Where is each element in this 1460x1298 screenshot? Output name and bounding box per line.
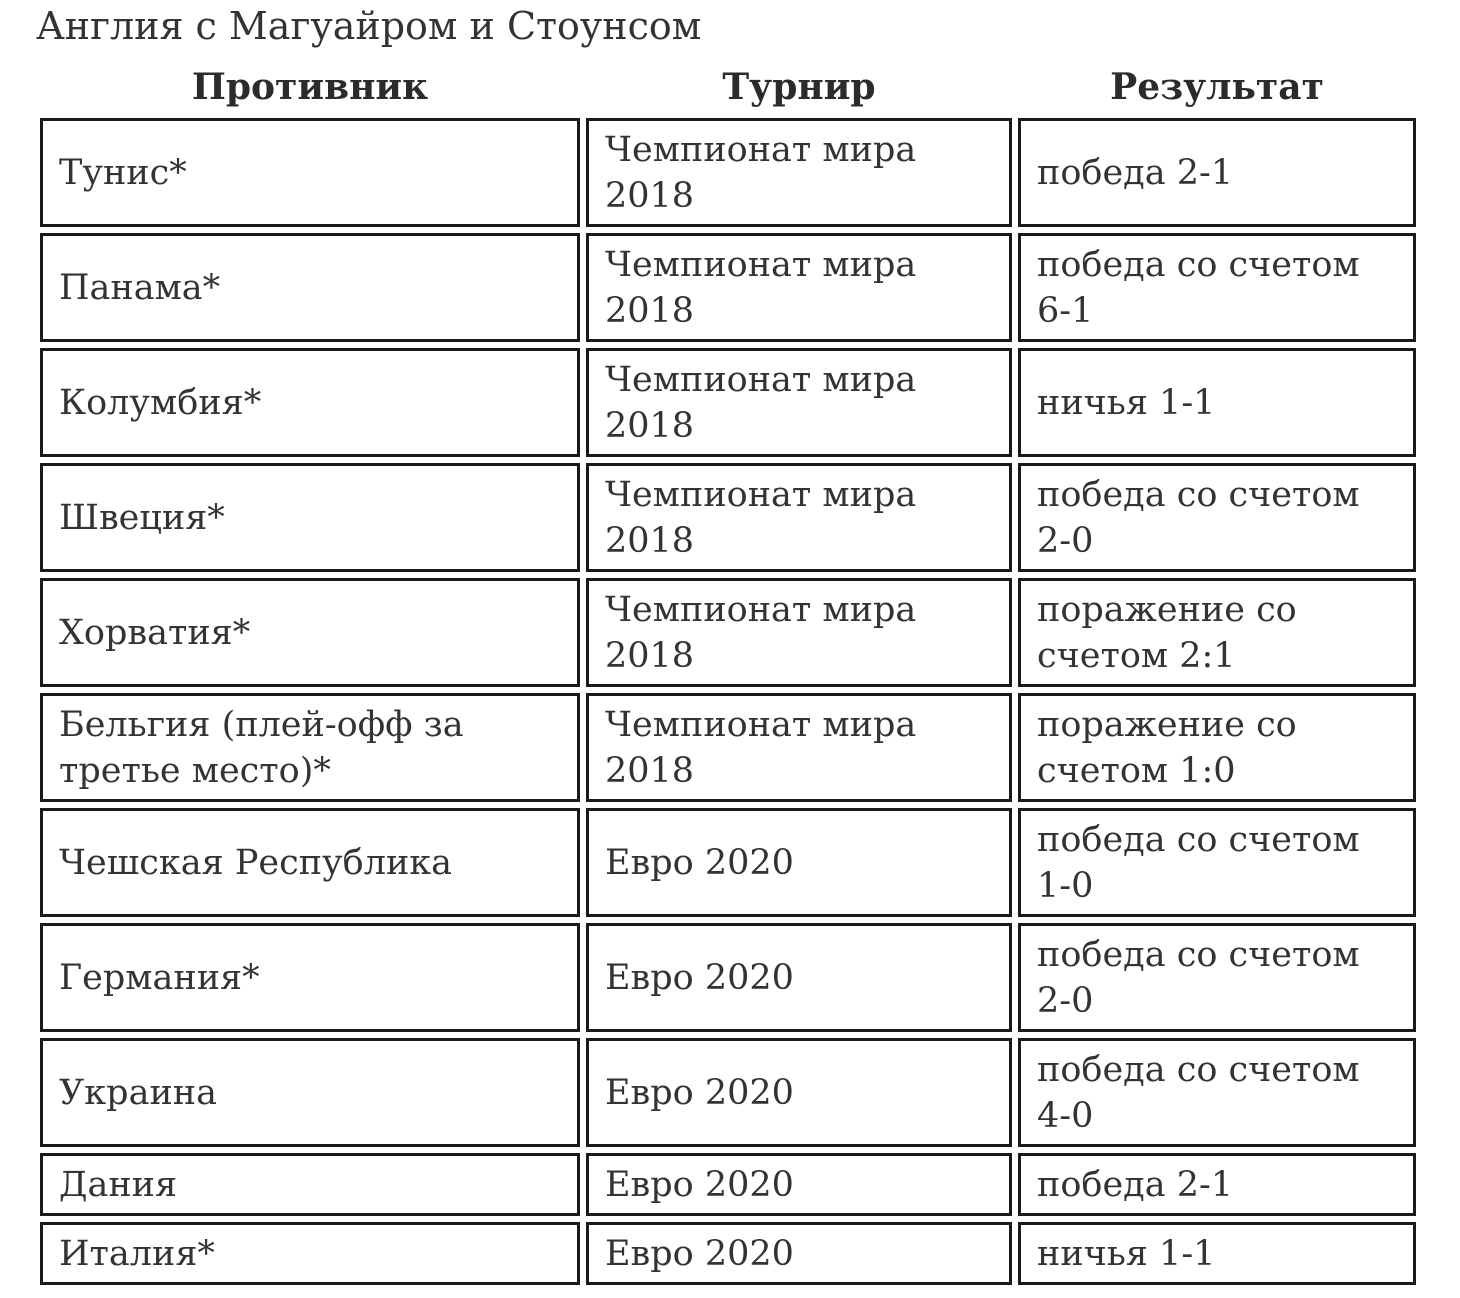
header-opponent: Противник <box>191 66 429 108</box>
table-row <box>40 923 1416 1032</box>
cell-tournament: Чемпионат мира 2018 <box>586 118 1012 227</box>
table-row <box>40 1038 1416 1147</box>
table-row <box>40 463 1416 572</box>
table-row <box>40 808 1416 917</box>
cell-opponent: Тунис* <box>40 118 580 227</box>
cell-result: победа 2-1 <box>1018 1153 1416 1216</box>
cell-result: ничья 1-1 <box>1018 348 1416 457</box>
table-row <box>40 693 1416 802</box>
cell-tournament: Чемпионат мира 2018 <box>586 578 1012 687</box>
cell-result: поражение со счетом 2:1 <box>1018 578 1416 687</box>
cell-result: поражение со счетом 1:0 <box>1018 693 1416 802</box>
table-row <box>40 348 1416 457</box>
table-row <box>40 1153 1416 1216</box>
cell-result: победа со счетом 4-0 <box>1018 1038 1416 1147</box>
cell-tournament: Евро 2020 <box>586 1222 1012 1285</box>
cell-opponent: Бельгия (плей-офф за третье место)* <box>40 693 580 802</box>
cell-result: победа со счетом 6-1 <box>1018 233 1416 342</box>
cell-tournament: Евро 2020 <box>586 1038 1012 1147</box>
cell-tournament: Чемпионат мира 2018 <box>586 233 1012 342</box>
cell-result: ничья 1-1 <box>1018 1222 1416 1285</box>
cell-opponent: Германия* <box>40 923 580 1032</box>
cell-opponent: Дания <box>40 1153 580 1216</box>
results-table <box>34 56 1422 1291</box>
cell-tournament: Евро 2020 <box>586 808 1012 917</box>
cell-result: победа 2-1 <box>1018 118 1416 227</box>
cell-result: победа со счетом 2-0 <box>1018 923 1416 1032</box>
cell-result: победа со счетом 1-0 <box>1018 808 1416 917</box>
header-row <box>40 62 1416 112</box>
cell-opponent: Швеция* <box>40 463 580 572</box>
cell-tournament: Чемпионат мира 2018 <box>586 693 1012 802</box>
cell-tournament: Чемпионат мира 2018 <box>586 348 1012 457</box>
cell-tournament: Чемпионат мира 2018 <box>586 463 1012 572</box>
cell-tournament: Евро 2020 <box>586 923 1012 1032</box>
cell-opponent: Италия* <box>40 1222 580 1285</box>
cell-opponent: Украина <box>40 1038 580 1147</box>
cell-opponent: Панама* <box>40 233 580 342</box>
header-tournament: Турнир <box>722 66 876 108</box>
header-result: Результат <box>1110 66 1324 108</box>
table-row <box>40 1222 1416 1285</box>
table-row <box>40 578 1416 687</box>
table-row <box>40 233 1416 342</box>
table-caption: Англия с Магуайром и Стоунсом <box>36 4 702 48</box>
cell-opponent: Колумбия* <box>40 348 580 457</box>
cell-opponent: Чешская Республика <box>40 808 580 917</box>
cell-opponent: Хорватия* <box>40 578 580 687</box>
cell-result: победа со счетом 2-0 <box>1018 463 1416 572</box>
cell-tournament: Евро 2020 <box>586 1153 1012 1216</box>
table-row <box>40 118 1416 227</box>
